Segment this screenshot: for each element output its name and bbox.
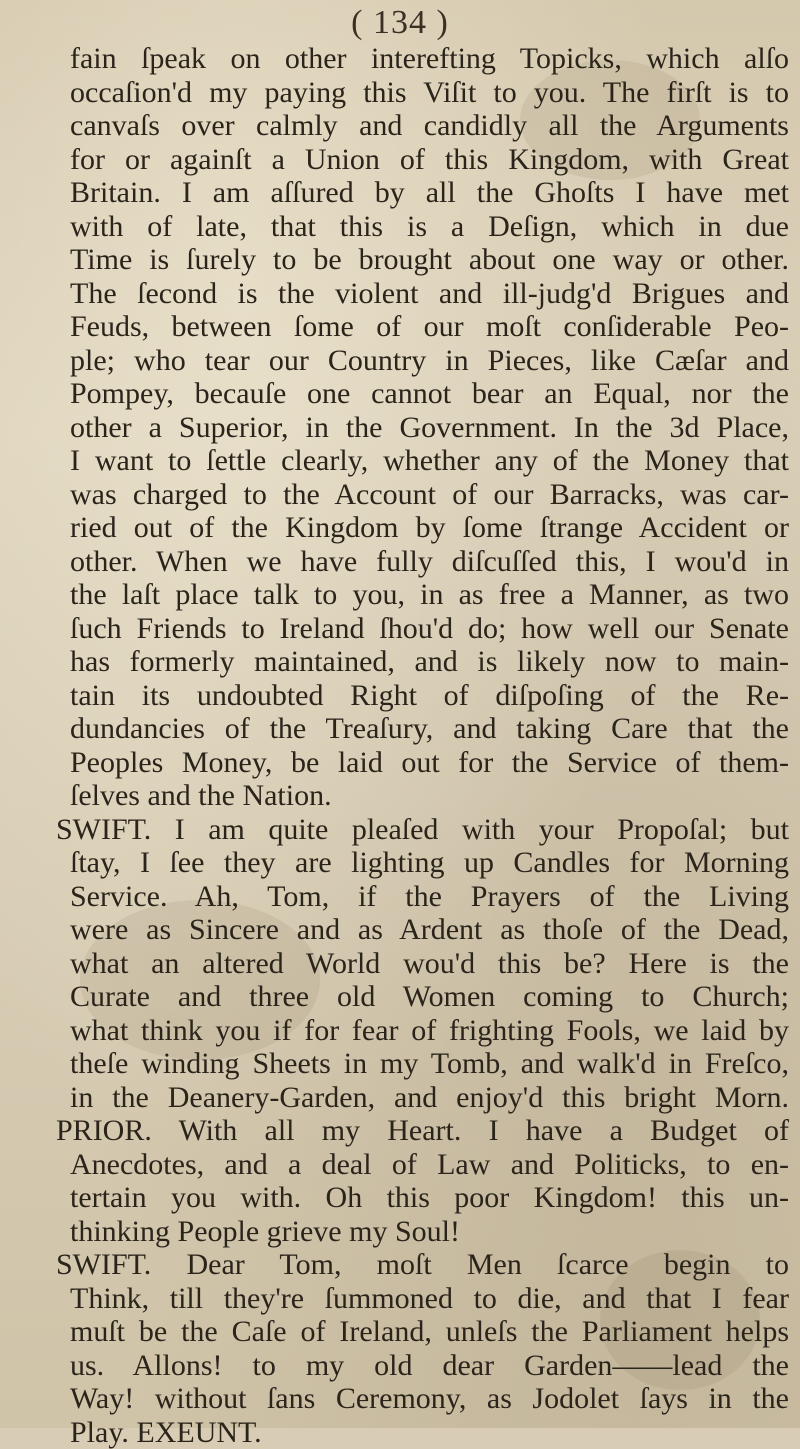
text-line: ple; who tear our Country in Pieces, like Cæſar and: [40, 344, 795, 378]
text-line: tain its undoubted Right of diſpoſing of the Re-: [40, 679, 795, 713]
text-line: Curate and three old Women coming to Church;: [40, 980, 795, 1014]
text-line: other. When we have fully diſcuſſed this, I wou'd in: [40, 545, 795, 579]
text-line: SWIFT. I am quite pleaſed with your Propoſal; but: [40, 813, 795, 847]
text-line: fain ſpeak on other interefting Topicks, which alſo: [40, 42, 795, 76]
text-line: with of late, that this is a Deſign, which in due: [40, 210, 795, 244]
text-line: theſe winding Sheets in my Tomb, and walk'd in Freſco,: [40, 1047, 795, 1081]
text-line: in the Deanery-Garden, and enjoy'd this bright Morn.: [40, 1081, 795, 1115]
text-line: muſt be the Caſe of Ireland, unleſs the Parliament helps: [40, 1315, 795, 1349]
text-line: what an altered World wou'd this be? Here is the: [40, 947, 795, 981]
text-line: Way! without ſans Ceremony, as Jodolet ſays in the: [40, 1382, 795, 1416]
text-line: ſtay, I ſee they are lighting up Candles for Morning: [40, 846, 795, 880]
text-line: Time is ſurely to be brought about one way or other.: [40, 243, 795, 277]
text-line: for or againſt a Union of this Kingdom, with Great: [40, 143, 795, 177]
text-line: thinking People grieve my Soul!: [40, 1215, 795, 1249]
text-line: was charged to the Account of our Barracks, was car-: [40, 478, 795, 512]
text-line: ried out of the Kingdom by ſome ſtrange Accident or: [40, 511, 795, 545]
text-line: I want to ſettle clearly, whether any of the Money that: [40, 444, 795, 478]
text-line: were as Sincere and as Ardent as thoſe of the Dead,: [40, 913, 795, 947]
text-line: canvaſs over calmly and candidly all the Arguments: [40, 109, 795, 143]
text-line: Think, till they're ſummoned to die, and that I fear: [40, 1282, 795, 1316]
text-line: Feuds, between ſome of our moſt conſiderable Peo-: [40, 310, 795, 344]
text-line: tertain you with. Oh this poor Kingdom! this un-: [40, 1181, 795, 1215]
text-line: dundancies of the Treaſury, and taking Care that the: [40, 712, 795, 746]
body-text: [40, 42, 795, 1449]
text-line: ſelves and the Nation.: [40, 779, 795, 813]
text-line: has formerly maintained, and is likely now to main-: [40, 645, 795, 679]
text-line: what think you if for fear of frighting Fools, we laid by: [40, 1014, 795, 1048]
text-line: Anecdotes, and a deal of Law and Politicks, to en-: [40, 1148, 795, 1182]
text-line: PRIOR. With all my Heart. I have a Budget of: [40, 1114, 795, 1148]
text-line: Britain. I am aſſured by all the Ghoſts I have met: [40, 176, 795, 210]
text-line: Service. Ah, Tom, if the Prayers of the Living: [40, 880, 795, 914]
text-line: Play. EXEUNT.: [40, 1416, 795, 1449]
text-line: the laſt place talk to you, in as free a Manner, as two: [40, 578, 795, 612]
text-line: SWIFT. Dear Tom, moſt Men ſcarce begin to: [40, 1248, 795, 1282]
text-line: Peoples Money, be laid out for the Service of them-: [40, 746, 795, 780]
text-line: The ſecond is the violent and ill-judg'd Brigues and: [40, 277, 795, 311]
text-line: us. Allons! to my old dear Garden——lead the: [40, 1349, 795, 1383]
text-line: ſuch Friends to Ireland ſhou'd do; how well our Senate: [40, 612, 795, 646]
text-line: other a Superior, in the Government. In the 3d Place,: [40, 411, 795, 445]
page-number: ( 134 ): [0, 4, 800, 42]
text-line: occaſion'd my paying this Viſit to you. The firſt is to: [40, 76, 795, 110]
text-line: Pompey, becauſe one cannot bear an Equal, nor the: [40, 377, 795, 411]
